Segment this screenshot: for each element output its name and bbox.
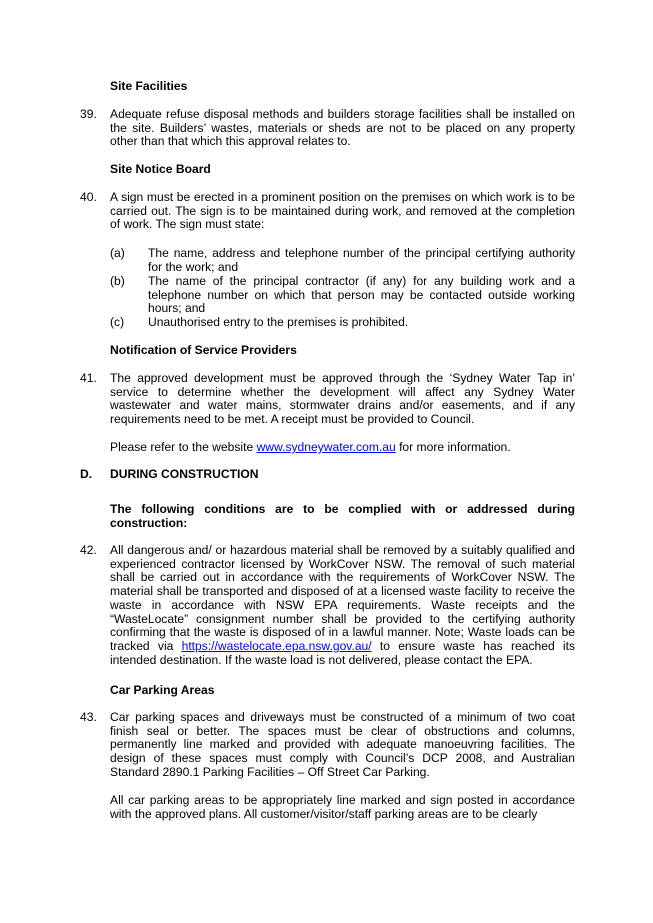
list-item-text-b: The name of the principal contractor (if any) for any building work and a telephone number on which that person may be contacted outside working hours; and xyxy=(148,274,575,316)
heading-car-parking-areas: Car Parking Areas xyxy=(110,683,215,697)
list-item-text-a: The name, address and telephone number of the principal certifying authority for the work; and xyxy=(148,246,575,274)
website-suffix: for more information. xyxy=(395,440,511,454)
heading-site-facilities: Site Facilities xyxy=(110,79,188,93)
section-title-during-construction: DURING CONSTRUCTION xyxy=(110,467,259,481)
list-item-text-c: Unauthorised entry to the premises is prohibited. xyxy=(148,315,409,329)
list-item-label-a: (a) xyxy=(110,246,125,260)
condition-number-39: 39. xyxy=(80,107,97,121)
condition-text-43: Car parking spaces and driveways must be constructed of a minimum of two coat finish seal or better. The spaces must be clear of obstructions and columns, permanently line marked and provided with adequate manoeuvring facilities. The design of these spaces must comply with Council’s DCP 2008, and Australian Standard 2890.1 Parking Facilities – Off Street Car Parking. xyxy=(110,710,575,779)
condition-42-text-start: All dangerous and/ or hazardous material shall be removed by a suitably qualified and experienced contractor licensed by WorkCover NSW. The removal of such material shall be carried out in accordance with the requirements of WorkCover NSW. The material shall be transported and disposed of at a licensed waste facility to receive the waste in accordance with NSW EPA requirements. Waste receipts and the “WasteLocate” consignment number shall be provided to the certifying authority confirming that the waste is disposed of in a lawful manner. Note; Waste loads can be tracked via xyxy=(110,543,575,653)
website-prefix: Please refer to the website xyxy=(110,440,257,454)
condition-42-text-end: to ensure waste has reached its intended destination. If the waste load is not delivered, please contact the EPA. xyxy=(110,638,575,667)
heading-site-notice-board: Site Notice Board xyxy=(110,162,211,176)
list-item-label-c: (c) xyxy=(110,315,125,329)
condition-text-40: A sign must be erected in a prominent position on the premises on which work is to be carried out. The sign is to be maintained during work, and removed at the completion of work. The sign must state: xyxy=(110,190,575,232)
heading-notification-service-providers: Notification of Service Providers xyxy=(110,343,297,357)
condition-text-43-continued: All car parking areas to be appropriately line marked and sign posted in accordance with the approved plans. All customer/visitor/staff parking areas are to be clearly xyxy=(110,793,575,821)
sydney-water-link[interactable]: www.sydneywater.com.au xyxy=(256,440,396,454)
condition-number-43: 43. xyxy=(80,710,97,724)
condition-number-40: 40. xyxy=(80,190,97,204)
condition-text-41: The approved development must be approved through the ‘Sydney Water Tap in’ service to determine whether the development will affect any Sydney Water wastewater and water mains, stormwater drains and/or easements, and if any requirements need to be met. A receipt must be provided to Council. xyxy=(110,371,575,427)
list-item-label-b: (b) xyxy=(110,274,125,288)
wastelocate-link[interactable]: https://wastelocate.epa.nsw.gov.au/ xyxy=(181,638,372,653)
condition-number-42: 42. xyxy=(80,543,97,557)
condition-text-39: Adequate refuse disposal methods and builders storage facilities shall be installed on the site. Builders’ wastes, materials or sheds are not to be placed on any property other than that which this approval relates to. xyxy=(110,107,575,149)
section-intro: The following conditions are to be complied with or addressed during construction: xyxy=(110,502,575,530)
condition-text-42 xyxy=(110,544,575,667)
website-reference xyxy=(110,441,511,455)
section-letter-d: D. xyxy=(80,467,93,481)
condition-number-41: 41. xyxy=(80,371,97,385)
